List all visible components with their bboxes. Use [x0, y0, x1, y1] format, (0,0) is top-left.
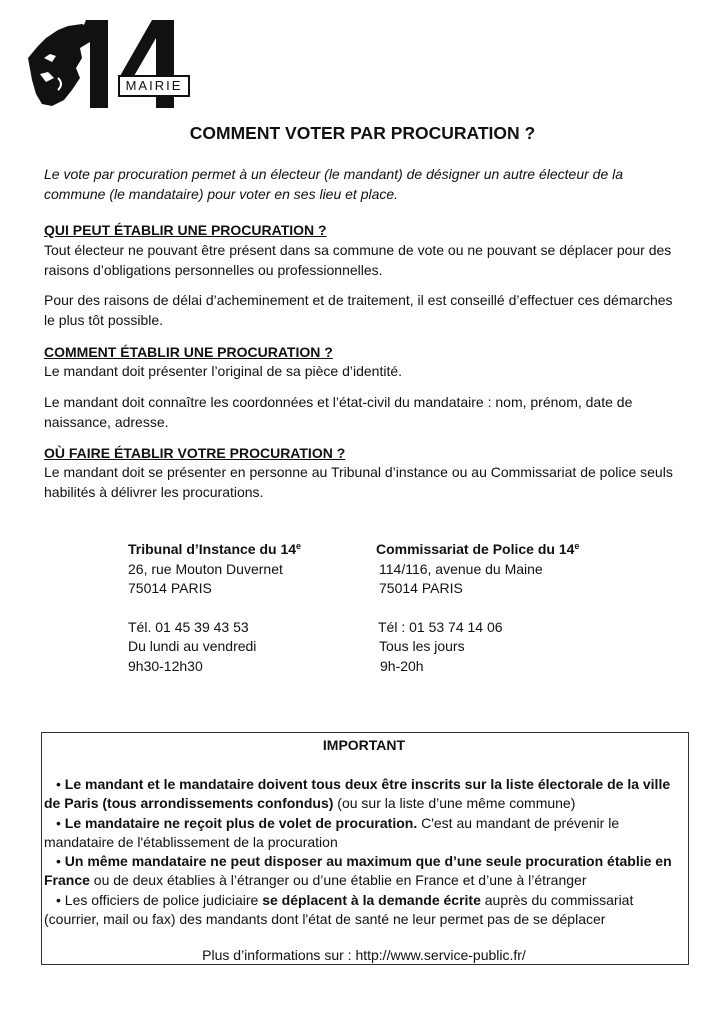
section-heading-who: QUI PEUT ÉTABLIR UNE PROCURATION ? — [44, 222, 327, 238]
bullet: • — [56, 814, 61, 831]
intro-text: Le vote par procuration permet à un électeur (le mandant) de désigner un autre électeur de la commune (le mandataire) pour voter en ses lieu et place. — [44, 166, 624, 202]
office-commissariat-hours: 9h-20h — [380, 657, 424, 674]
office-tribunal-street: 26, rue Mouton Duvernet — [128, 560, 283, 577]
office-commissariat-phone: Tél : 01 53 74 14 06 — [378, 618, 503, 635]
important-item: • Le mandataire ne reçoit plus de volet de procuration. C'est au mandant de prévenir le mandataire de l'établissement de la procuration — [44, 814, 620, 850]
bullet: • — [56, 853, 61, 870]
logo-mairie-label: MAIRIE — [118, 75, 190, 97]
section-how-paragraph-1: Le mandant doit présenter l’original de sa pièce d’identité. — [44, 363, 403, 379]
important-box — [41, 732, 689, 965]
office-commissariat-name: Commissariat de Police du 14e — [376, 541, 580, 557]
bullet: • — [56, 891, 61, 908]
important-title: IMPORTANT — [322, 737, 406, 753]
section-heading-how: COMMENT ÉTABLIR UNE PROCURATION ? — [44, 344, 333, 360]
office-tribunal-phone: Tél. 01 45 39 43 53 — [128, 618, 249, 635]
office-commissariat-city: 75014 PARIS — [379, 580, 463, 596]
bullet: • — [56, 776, 61, 792]
important-item: • Les officiers de police judiciaire se déplacent à la demande écrite auprès du commissariat (courrier, mail ou fax) des mandants dont l'état de santé ne leur permet pas de se déplacer — [44, 891, 634, 928]
office-tribunal — [128, 540, 368, 676]
digit-one-shape — [80, 20, 108, 108]
office-tribunal-hours: 9h30-12h30 — [128, 657, 203, 674]
more-info-link-text: Plus d’informations sur : http://www.service-public.fr/ — [202, 947, 526, 963]
section-who-paragraph-1: Tout électeur ne pouvant être présent dans sa commune de vote ou ne pouvant se déplacer pour des raisons d’obligations personnelles ou professionnelles. — [44, 242, 672, 278]
office-commissariat-street: 114/116, avenue du Maine — [379, 560, 543, 577]
important-item: • Le mandant et le mandataire doivent tous deux être inscrits sur la liste électorale de la ville de Paris (tous arrondissements confondus) (ou sur la liste d’une même commune) — [44, 776, 671, 812]
important-list — [44, 775, 688, 929]
office-commissariat-days: Tous les jours — [379, 638, 465, 654]
section-how-paragraph-2: Le mandant doit connaître les coordonnées et l’état-civil du mandataire : nom, prénom, date de naissance, adresse. — [44, 394, 633, 430]
section-heading-where: OÙ FAIRE ÉTABLIR VOTRE PROCURATION ? — [44, 445, 346, 461]
office-tribunal-days: Du lundi au vendredi — [128, 638, 257, 654]
page-title: COMMENT VOTER PAR PROCURATION ? — [189, 123, 536, 143]
office-commissariat — [376, 540, 616, 676]
section-who-paragraph-2: Pour des raisons de délai d’acheminement et de traitement, il est conseillé d’effectuer ces démarches le plus tôt possible. — [44, 292, 673, 328]
office-tribunal-name: Tribunal d’Instance du 14e — [128, 541, 302, 557]
section-where-paragraph-1: Le mandant doit se présenter en personne au Tribunal d’instance ou au Commissariat de police seuls habilités à délivrer les procurations. — [44, 464, 673, 500]
office-tribunal-city: 75014 PARIS — [128, 580, 212, 596]
important-item: • Un même mandataire ne peut disposer au maximum que d’une seule procuration établie en France ou de deux établies à l’étranger ou d’une établie en France et d’une à l’étranger — [44, 853, 672, 889]
